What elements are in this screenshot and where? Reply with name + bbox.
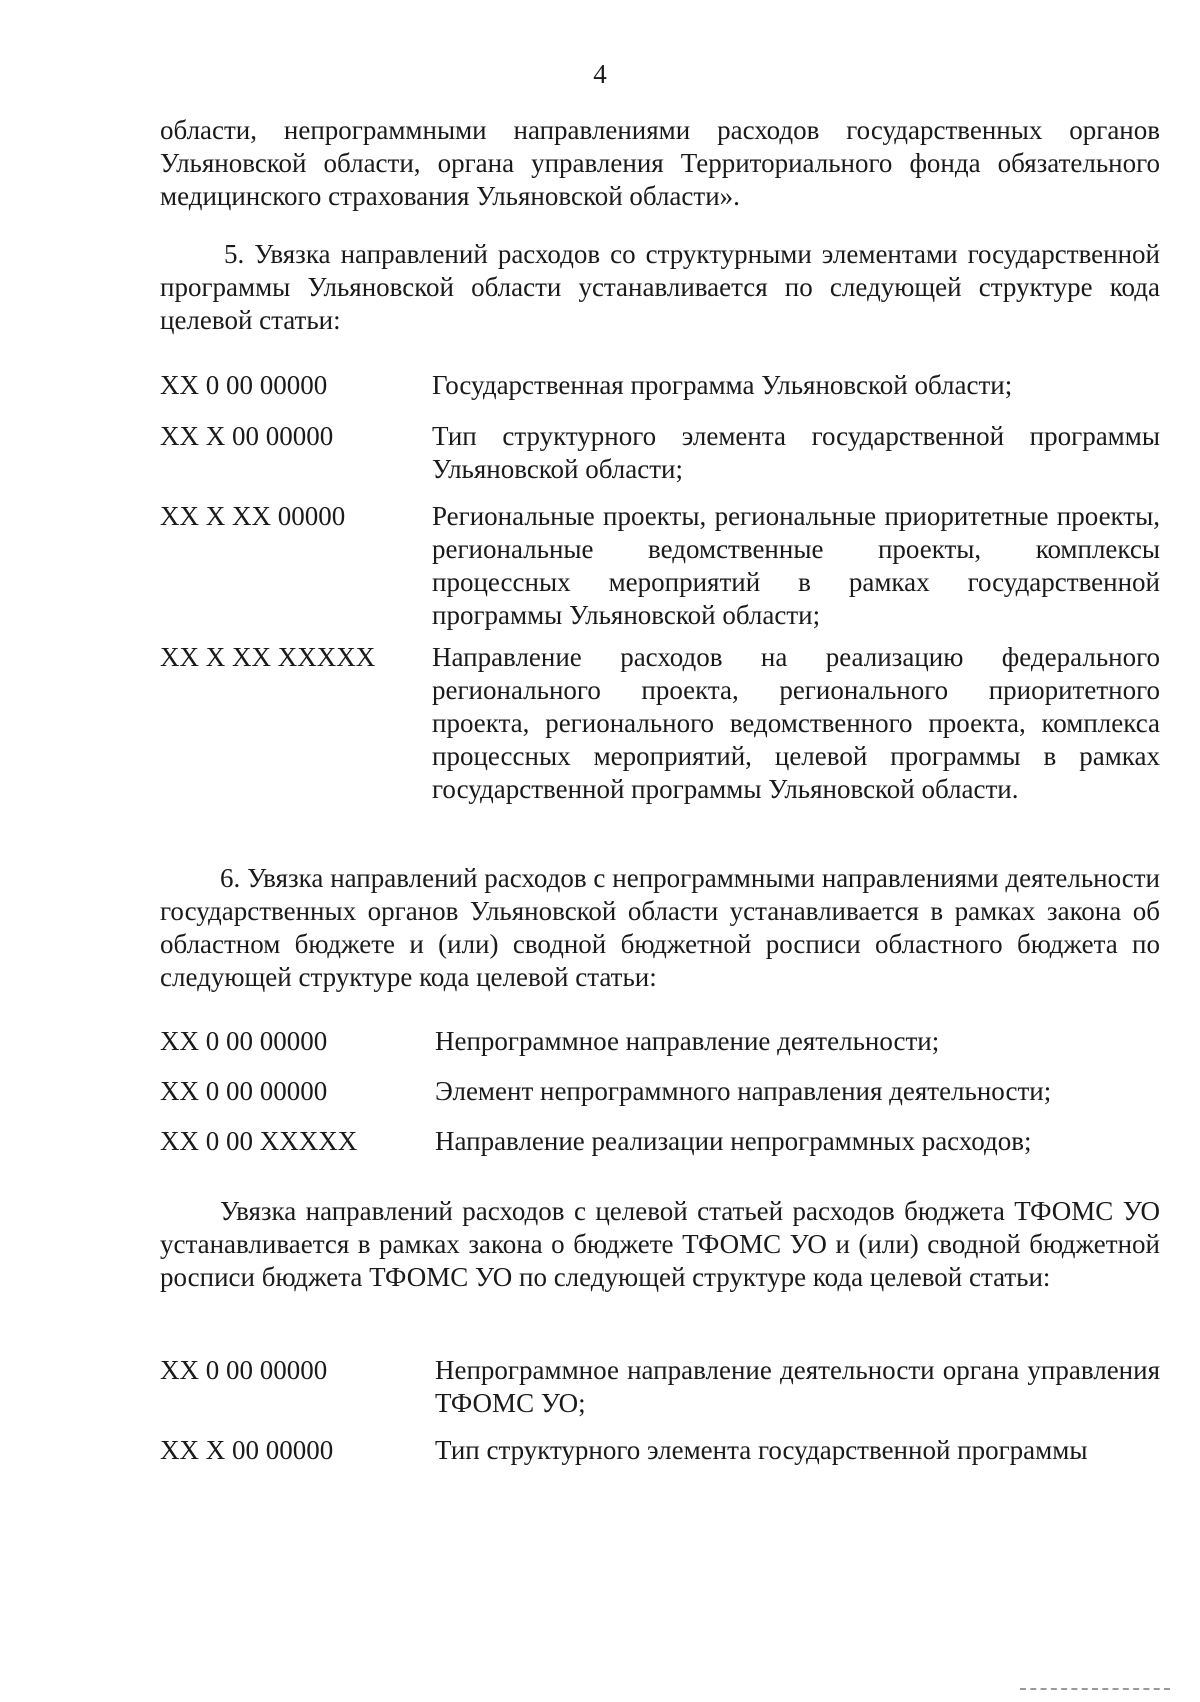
code-row [160, 420, 1160, 486]
code-row [160, 1354, 1160, 1420]
page-number: 4 [593, 59, 607, 89]
code-description: Тип структурного элемента государственной программы Ульяновской области; [432, 421, 1160, 484]
code-row [160, 1125, 1160, 1158]
code-description: Направление реализации непрограммных расходов; [435, 1126, 1032, 1156]
code-description: Государственная программа Ульяновской области; [432, 370, 1013, 400]
code-value: XX 0 00 00000 [160, 1026, 328, 1056]
code-description: Тип структурного элемента государственной программы [435, 1435, 1088, 1465]
tfoms-paragraph: Увязка направлений расходов с целевой статьей расходов бюджета ТФОМС УО устанавливается в рамках закона о бюджете ТФОМС УО и (или) сводной бюджетной росписи бюджета ТФОМС УО по следующей структуре кода целевой статьи: [160, 1196, 1160, 1292]
section-5-paragraph: 5. Увязка направлений расходов со структурными элементами государственной программы Ульяновской области устанавливается по следующей структуре кода целевой статьи: [160, 239, 1160, 335]
section-6-paragraph: 6. Увязка направлений расходов с непрограммными направлениями деятельности государственных органов Ульяновской области устанавливается в рамках закона об областном бюджете и (или) сводной бюджетной росписи областного бюджета по следующей структуре кода целевой статьи: [160, 863, 1160, 992]
code-row [160, 369, 1160, 402]
intro-paragraph: области, непрограммными направлениями расходов государственных органов Ульяновской области, органа управления Территориального фонда обязательного медицинского страхования Ульяновской области». [160, 115, 1160, 211]
code-description: Направление расходов на реализацию федерального регионального проекта, регионального приоритетного проекта, регионального ведомственного проекта, комплекса процессных мероприятий, целевой программы в рамках государственной программы Ульяновской области. [432, 642, 1160, 804]
code-description: Региональные проекты, региональные приоритетные проекты, региональные ведомственные проекты, комплексы процессных мероприятий в рамках государственной программы Ульяновской области; [432, 501, 1160, 630]
scan-edge-mark [1020, 1688, 1170, 1696]
code-description: Непрограммное направление деятельности; [435, 1026, 940, 1056]
code-value: XX 0 00 XXXXX [160, 1126, 358, 1156]
code-description: Непрограммное направление деятельности органа управления ТФОМС УО; [435, 1355, 1160, 1418]
code-row [160, 1025, 1160, 1058]
code-description: Элемент непрограммного направления деятельности; [435, 1076, 1052, 1106]
code-value: XX X 00 00000 [160, 421, 334, 451]
code-value: XX 0 00 00000 [160, 370, 328, 400]
code-value: XX 0 00 00000 [160, 1355, 328, 1385]
code-value: XX X XX 00000 [160, 501, 346, 531]
code-value: XX X XX XXXXX [160, 642, 376, 672]
code-row [160, 500, 1160, 632]
code-row [160, 1434, 1160, 1467]
code-row [160, 641, 1160, 806]
code-value: XX X 00 00000 [160, 1435, 334, 1465]
code-value: XX 0 00 00000 [160, 1076, 328, 1106]
code-row [160, 1075, 1160, 1108]
